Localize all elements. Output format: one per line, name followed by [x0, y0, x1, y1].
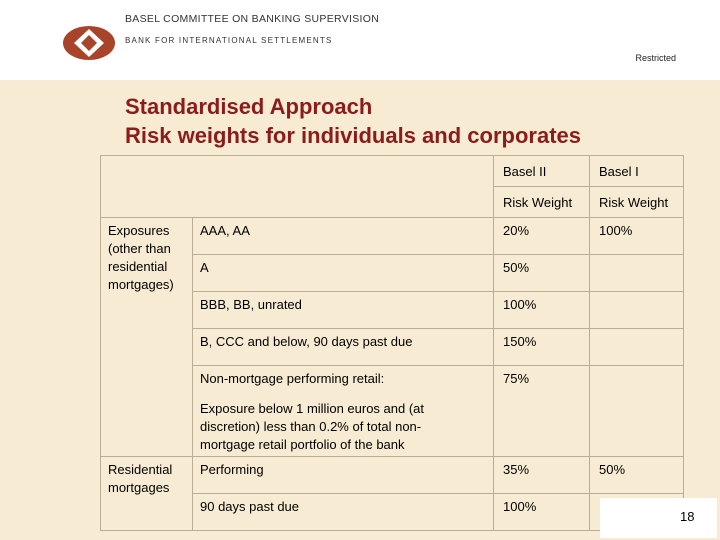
basel1-value	[590, 366, 684, 457]
basel2-value	[494, 457, 590, 494]
basel1-text: 50%	[599, 462, 626, 477]
rating-text: A	[200, 260, 209, 275]
basel1-text	[590, 494, 683, 496]
header-band	[0, 0, 720, 80]
rating-text: Non-mortgage performing retail:	[200, 371, 385, 386]
rating-text: Performing	[200, 462, 264, 477]
bis-logo-icon	[62, 24, 116, 62]
basel2-value	[494, 218, 590, 255]
slide-title	[125, 92, 581, 150]
basel2-value	[494, 329, 590, 366]
rating-text: BBB, BB, unrated	[200, 297, 302, 312]
basel1-text	[590, 329, 683, 331]
rating-text: 90 days past due	[200, 499, 300, 514]
residential-label-text: Residential mortgages	[108, 462, 173, 495]
basel1-value	[590, 457, 684, 494]
header-basel1: Basel I	[590, 156, 684, 187]
basel2-value	[494, 366, 590, 457]
basel1-text	[590, 292, 683, 294]
basel2-text: 150%	[503, 334, 537, 349]
org-name: BASEL COMMITTEE ON BANKING SUPERVISION	[125, 13, 380, 25]
header-basel2-sub: Risk Weight	[494, 187, 590, 218]
page-number: 18	[680, 509, 695, 524]
risk-weight-table	[100, 155, 684, 531]
basel2-text: 100%	[503, 297, 537, 312]
empty-header	[101, 156, 494, 218]
classification-label: Restricted	[635, 53, 676, 63]
basel1-value	[590, 329, 684, 366]
rating-cell	[193, 292, 494, 329]
basel1-text	[590, 255, 683, 257]
header-basel1-sub: Risk Weight	[590, 187, 684, 218]
basel1-value	[590, 218, 684, 255]
basel2-value	[494, 292, 590, 329]
exposures-label	[101, 218, 193, 457]
rating-cell	[193, 457, 494, 494]
basel2-text: 50%	[503, 260, 530, 275]
title-line-1: Standardised Approach	[125, 94, 373, 119]
rating-cell	[193, 366, 494, 457]
rating-cell	[193, 329, 494, 366]
rating-cell	[193, 255, 494, 292]
residential-label	[101, 457, 193, 531]
basel1-value	[590, 292, 684, 329]
rating-note: Exposure below 1 million euros and (at discretion) less than 0.2% of total non-mortgage retail portfolio of the bank	[200, 401, 425, 452]
org-subname: BANK FOR INTERNATIONAL SETTLEMENTS	[125, 36, 333, 45]
basel1-value	[590, 255, 684, 292]
basel1-text: 100%	[599, 223, 633, 238]
rating-text: AAA, AA	[200, 223, 250, 238]
title-line-2: Risk weights for individuals and corporates	[125, 123, 581, 148]
rating-cell	[193, 218, 494, 255]
basel2-text: 35%	[503, 462, 530, 477]
basel2-text: 20%	[503, 223, 530, 238]
basel2-value	[494, 494, 590, 531]
basel2-value	[494, 255, 590, 292]
rating-text: B, CCC and below, 90 days past due	[200, 334, 413, 349]
basel2-text: 75%	[503, 371, 530, 386]
rating-cell	[193, 494, 494, 531]
footer-panel	[600, 498, 717, 538]
header-basel2: Basel II	[494, 156, 590, 187]
exposures-label-text: Exposures (other than residential mortgages)	[108, 223, 174, 292]
basel2-text: 100%	[503, 499, 537, 514]
basel1-text	[590, 366, 683, 368]
